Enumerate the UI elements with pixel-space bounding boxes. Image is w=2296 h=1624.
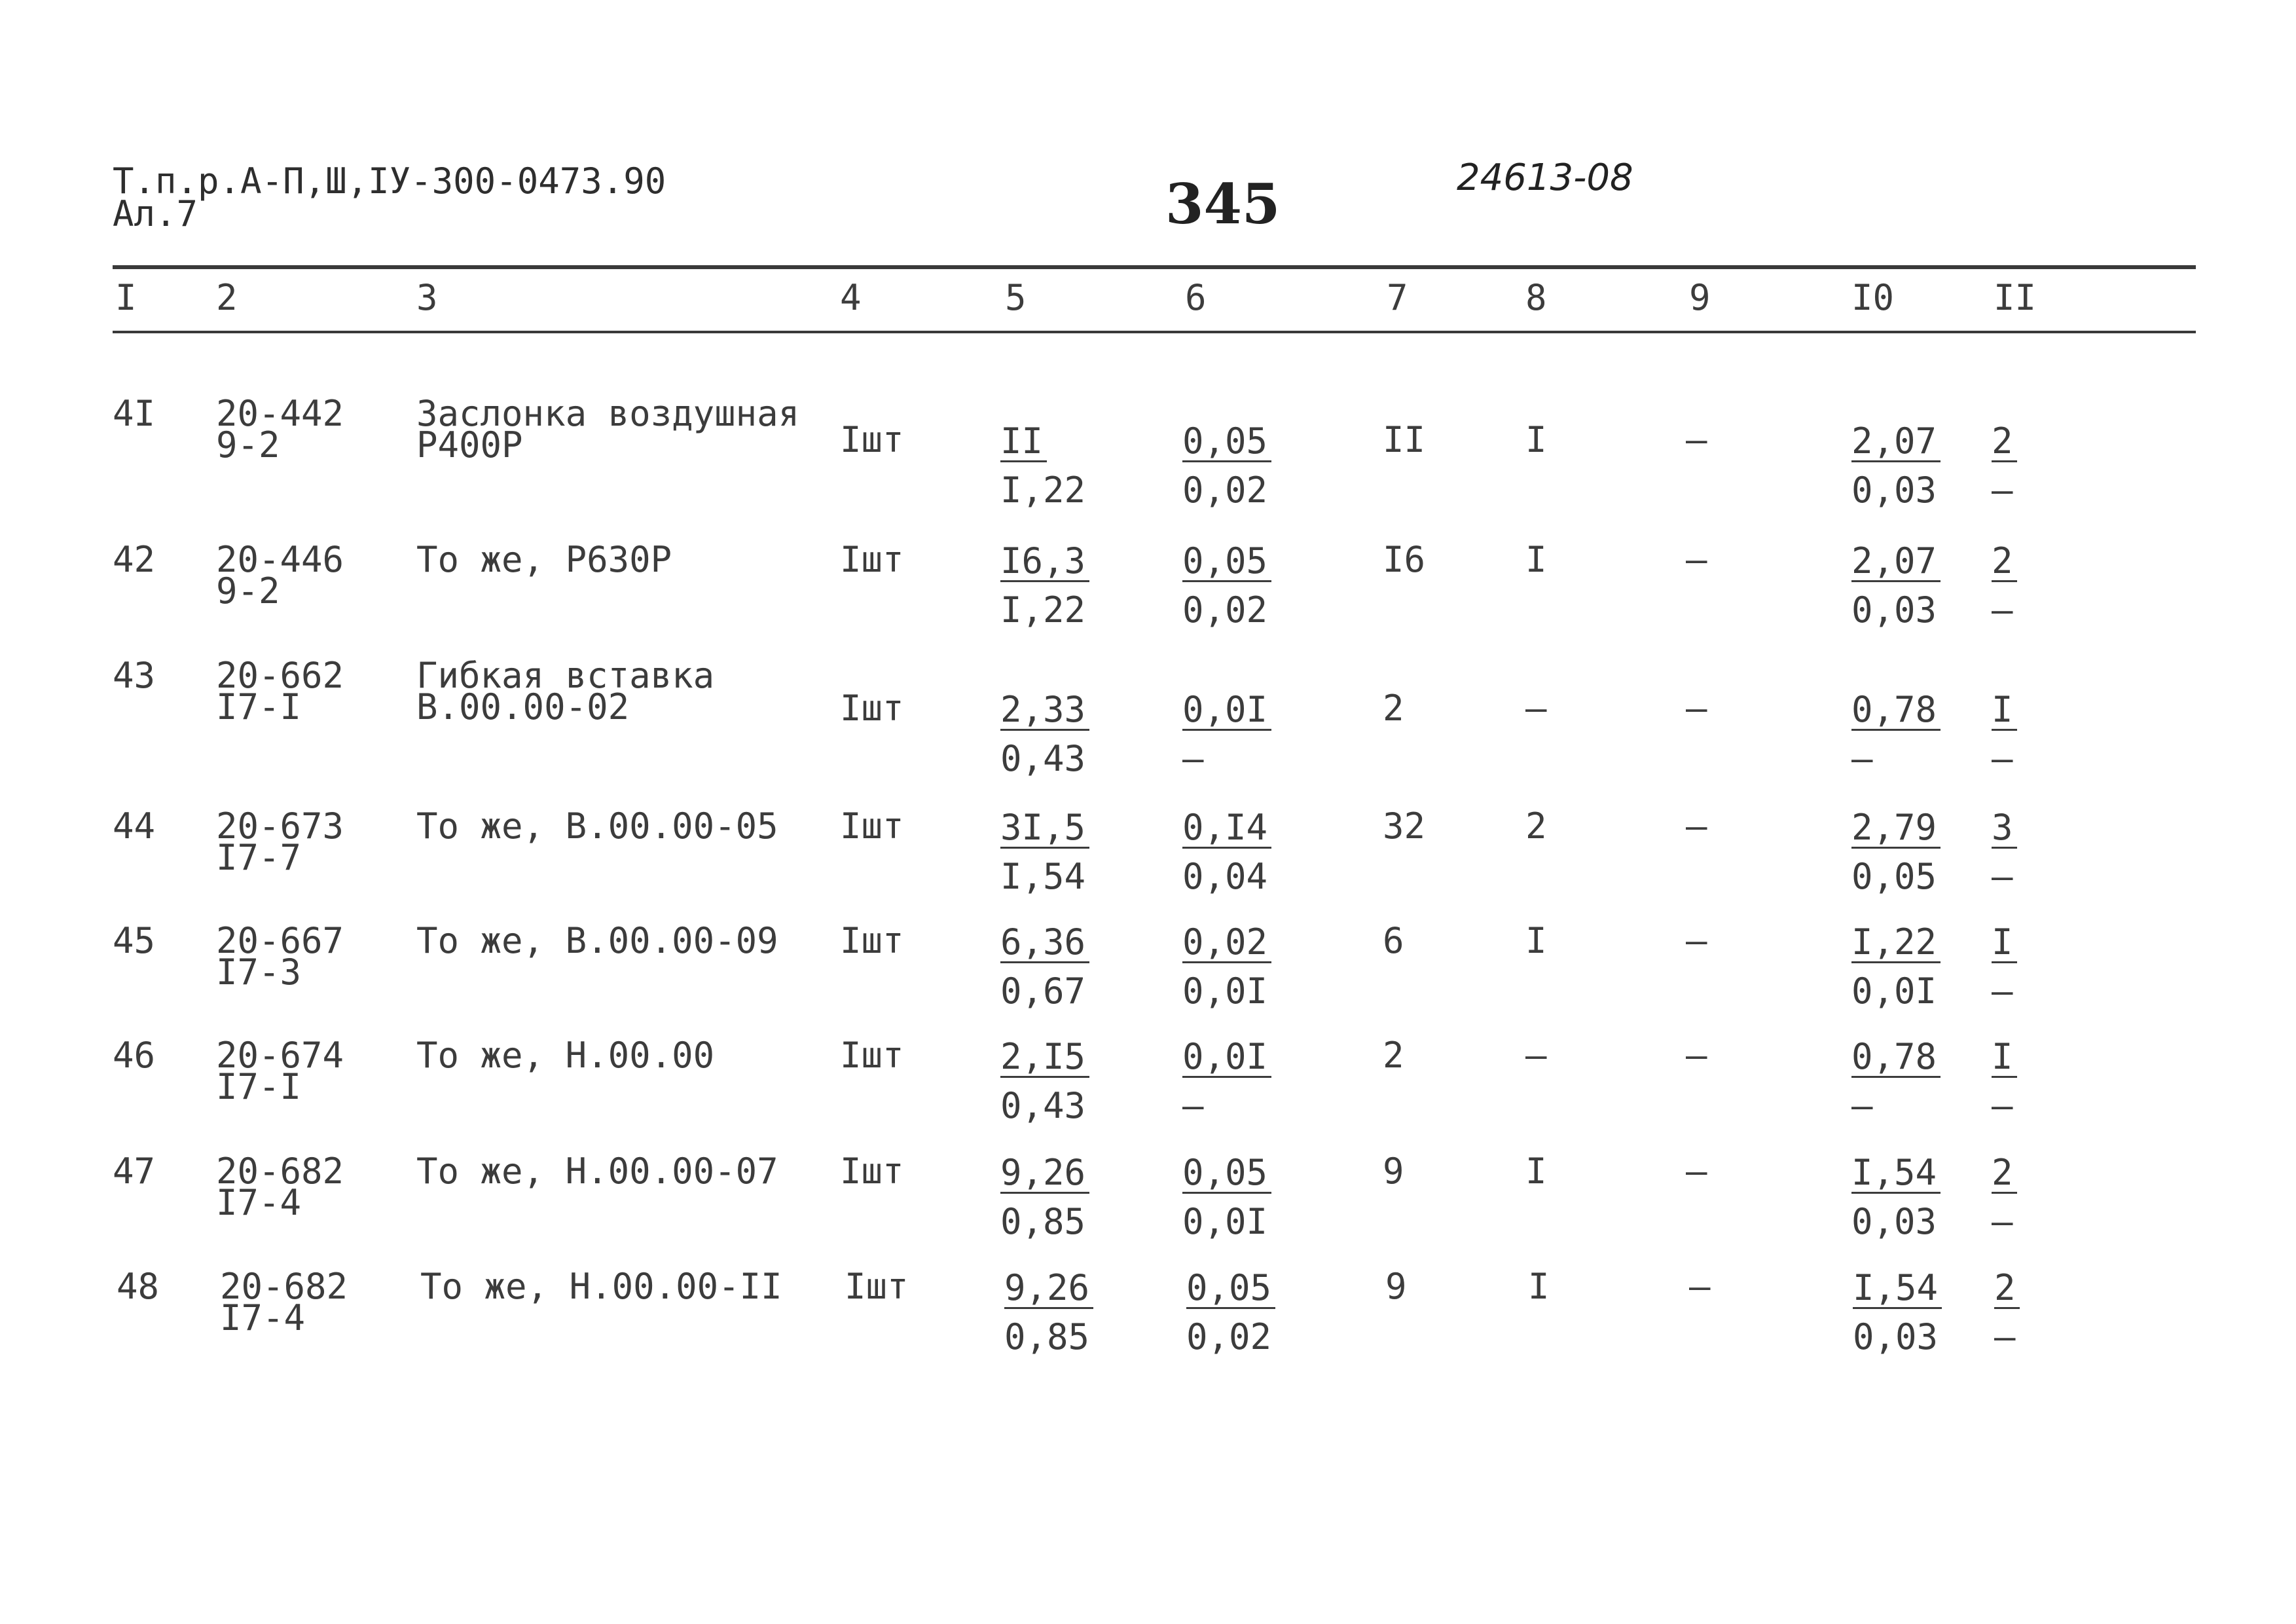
item-name: То же, Н.00.00-07: [416, 1151, 778, 1192]
col5-top: 2,33: [1000, 691, 1089, 731]
col5-bottom: I,54: [1000, 856, 1086, 897]
col6-bottom: –: [1182, 738, 1204, 779]
col11-bottom: –: [1992, 856, 2013, 897]
col5-top: I6,3: [1000, 542, 1089, 582]
col5-bottom: I,22: [1000, 589, 1086, 631]
price-code: 20-662: [216, 655, 344, 696]
project-code: Т.п.р.А-П,Ш,IУ-300-0473.90: [113, 160, 666, 202]
column-header: II: [1994, 277, 2037, 318]
column-header: 4: [840, 277, 862, 318]
price-code: 20-682: [216, 1151, 344, 1192]
item-name: То же, Н.00.00-II: [420, 1266, 782, 1307]
unit: Iшт: [840, 1035, 904, 1076]
col11-fraction: [1992, 691, 2017, 777]
col5-fraction: [1000, 691, 1089, 777]
col6-fraction: [1182, 809, 1271, 895]
col10-bottom: –: [1851, 1085, 1873, 1126]
col10-bottom: 0,03: [1851, 470, 1937, 511]
item-name: То же, Н.00.00: [416, 1035, 715, 1076]
col5-top: 3I,5: [1000, 809, 1089, 849]
price-code: 20-674: [216, 1035, 344, 1076]
col5-fraction: [1000, 1038, 1089, 1124]
col8-value: I: [1525, 539, 1547, 580]
col11-top: I: [1992, 923, 2017, 963]
col10-fraction: [1851, 921, 1941, 1012]
col5-fraction: [1000, 540, 1089, 631]
table-top-rule: [113, 265, 2196, 269]
col11-bottom: –: [1992, 1085, 2013, 1126]
col6-top: 0,05: [1186, 1269, 1275, 1309]
col10-fraction: [1851, 691, 1941, 777]
price-code: 20-682: [220, 1266, 348, 1307]
col6-fraction: [1182, 420, 1271, 511]
price-code: 20-667: [216, 920, 344, 961]
price-code-sub: 9-2: [216, 570, 280, 612]
row-number: 4I: [113, 393, 156, 434]
col7-value: 6: [1383, 920, 1404, 961]
col7-value: 32: [1383, 805, 1426, 847]
col5-bottom: 0,67: [1000, 970, 1086, 1012]
col6-fraction: [1182, 921, 1271, 1012]
col10-top: I,54: [1853, 1269, 1942, 1309]
col9-value: –: [1686, 920, 1707, 961]
col10-fraction: [1851, 1038, 1941, 1124]
col5-fraction: [1004, 1269, 1093, 1355]
col10-fraction: [1851, 540, 1941, 631]
column-header: 5: [1005, 277, 1027, 318]
col7-value: 2: [1383, 1035, 1404, 1076]
col11-bottom: –: [1992, 738, 2013, 779]
col11-bottom: –: [1992, 589, 2013, 631]
item-name: Гибкая вставка: [416, 655, 715, 696]
col10-fraction: [1851, 809, 1941, 895]
col7-value: 9: [1383, 1151, 1404, 1192]
col10-bottom: 0,03: [1851, 1201, 1937, 1242]
col5-fraction: [1000, 1154, 1089, 1240]
price-code-sub: I7-4: [220, 1297, 306, 1338]
item-name-sub: В.00.00-02: [416, 686, 630, 728]
col11-top: 3: [1992, 809, 2017, 849]
unit: Iшт: [840, 920, 904, 961]
unit: Iшт: [845, 1266, 909, 1307]
row-number: 47: [113, 1151, 156, 1192]
col5-bottom: 0,43: [1000, 1085, 1086, 1126]
column-header: 2: [216, 277, 238, 318]
col6-bottom: –: [1182, 1085, 1204, 1126]
col11-top: 2: [1992, 422, 2017, 462]
col7-value: 9: [1385, 1266, 1407, 1307]
col11-top: I: [1992, 1038, 2017, 1078]
col6-top: 0,05: [1182, 422, 1271, 462]
col5-bottom: 0,43: [1000, 738, 1086, 779]
col5-bottom: 0,85: [1004, 1316, 1090, 1357]
col11-top: 2: [1994, 1269, 2020, 1309]
column-header: 7: [1387, 277, 1408, 318]
unit: Iшт: [840, 805, 904, 847]
col10-top: I,22: [1851, 923, 1941, 963]
col5-top: 9,26: [1000, 1154, 1089, 1194]
col8-value: I: [1525, 920, 1547, 961]
col6-bottom: 0,02: [1186, 1316, 1272, 1357]
price-code: 20-673: [216, 805, 344, 847]
unit: Iшт: [840, 539, 904, 580]
col5-top: 2,I5: [1000, 1038, 1089, 1078]
col8-value: 2: [1525, 805, 1547, 847]
col6-bottom: 0,0I: [1182, 970, 1268, 1012]
row-number: 48: [117, 1266, 160, 1307]
col8-value: I: [1525, 419, 1547, 460]
col5-fraction: [1000, 809, 1089, 895]
col8-value: –: [1525, 688, 1547, 729]
price-code-sub: I7-I: [216, 686, 302, 728]
col7-value: 2: [1383, 688, 1404, 729]
col10-bottom: 0,0I: [1851, 970, 1937, 1012]
col5-top: 6,36: [1000, 923, 1089, 963]
col11-top: I: [1992, 691, 2017, 731]
item-name: То же, В.00.00-05: [416, 805, 778, 847]
col6-top: 0,I4: [1182, 809, 1271, 849]
item-name: Заслонка воздушная: [416, 393, 800, 434]
col6-fraction: [1182, 540, 1271, 631]
col11-fraction: [1992, 1038, 2017, 1124]
price-code-sub: 9-2: [216, 424, 280, 466]
col6-fraction: [1182, 1038, 1271, 1124]
col10-top: 2,07: [1851, 542, 1941, 582]
col11-bottom: –: [1992, 1201, 2013, 1242]
column-header: 3: [416, 277, 438, 318]
table-row: [0, 655, 2296, 779]
page-number: 345: [1165, 172, 1281, 236]
col5-fraction: [1000, 420, 1086, 511]
column-header: I0: [1851, 277, 1895, 318]
unit: Iшт: [840, 419, 904, 460]
table-row: [0, 393, 2296, 511]
col11-top: 2: [1992, 1154, 2017, 1194]
table-row: [0, 1266, 2296, 1380]
item-name: То же, В.00.00-09: [416, 920, 778, 961]
col8-value: –: [1525, 1035, 1547, 1076]
unit: Iшт: [840, 1151, 904, 1192]
col10-bottom: 0,05: [1851, 856, 1937, 897]
column-header: 8: [1525, 277, 1547, 318]
col11-fraction: [1992, 1154, 2017, 1240]
price-code-sub: I7-3: [216, 951, 302, 993]
col7-value: I6: [1383, 539, 1426, 580]
col10-fraction: [1851, 1154, 1941, 1240]
col8-value: I: [1525, 1151, 1547, 1192]
row-number: 43: [113, 655, 156, 696]
item-name: То же, Р630Р: [416, 539, 672, 580]
col9-value: –: [1686, 805, 1707, 847]
col5-fraction: [1000, 921, 1089, 1012]
col6-fraction: [1182, 691, 1271, 777]
col6-bottom: 0,02: [1182, 470, 1268, 511]
col11-fraction: [1992, 921, 2017, 1012]
col9-value: –: [1686, 1151, 1707, 1192]
document-code: 24613-08: [1457, 157, 1633, 199]
table-row: [0, 920, 2296, 1035]
column-header: 6: [1185, 277, 1207, 318]
col10-bottom: –: [1851, 738, 1873, 779]
col6-bottom: 0,04: [1182, 856, 1268, 897]
row-number: 44: [113, 805, 156, 847]
col10-top: 0,78: [1851, 691, 1941, 731]
col9-value: –: [1686, 539, 1707, 580]
price-code-sub: I7-4: [216, 1182, 302, 1223]
col5-bottom: 0,85: [1000, 1201, 1086, 1242]
col10-fraction: [1853, 1269, 1942, 1355]
row-number: 46: [113, 1035, 156, 1076]
col6-top: 0,0I: [1182, 691, 1271, 731]
col11-bottom: –: [1992, 470, 2013, 511]
price-code-sub: I7-7: [216, 837, 302, 878]
table-row: [0, 1151, 2296, 1265]
table-row: [0, 539, 2296, 654]
col10-top: I,54: [1851, 1154, 1941, 1194]
col10-top: 2,07: [1851, 422, 1941, 462]
column-header: I: [115, 277, 137, 318]
col9-value: –: [1686, 419, 1707, 460]
table-row: [0, 805, 2296, 920]
unit: Iшт: [840, 688, 904, 729]
col6-top: 0,05: [1182, 1154, 1271, 1194]
column-header: 9: [1689, 277, 1711, 318]
col9-value: –: [1686, 688, 1707, 729]
col6-bottom: 0,0I: [1182, 1201, 1268, 1242]
col8-value: I: [1528, 1266, 1550, 1307]
price-code-sub: I7-I: [216, 1066, 302, 1107]
col7-value: II: [1383, 419, 1426, 460]
col11-fraction: [1992, 420, 2017, 511]
col11-fraction: [1992, 540, 2017, 631]
col5-top: 9,26: [1004, 1269, 1093, 1309]
col10-top: 2,79: [1851, 809, 1941, 849]
col9-value: –: [1686, 1035, 1707, 1076]
table-row: [0, 1035, 2296, 1149]
col10-bottom: 0,03: [1851, 589, 1937, 631]
col6-bottom: 0,02: [1182, 589, 1268, 631]
col11-top: 2: [1992, 542, 2017, 582]
col10-top: 0,78: [1851, 1038, 1941, 1078]
col11-fraction: [1994, 1269, 2020, 1355]
album-number: Ал.7: [113, 193, 198, 234]
col11-bottom: –: [1992, 970, 2013, 1012]
col6-top: 0,05: [1182, 542, 1271, 582]
row-number: 42: [113, 539, 156, 580]
col6-fraction: [1186, 1269, 1275, 1355]
col10-bottom: 0,03: [1853, 1316, 1939, 1357]
col5-bottom: I,22: [1000, 470, 1086, 511]
price-code: 20-446: [216, 539, 344, 580]
col6-top: 0,02: [1182, 923, 1271, 963]
col11-bottom: –: [1994, 1316, 2016, 1357]
col10-fraction: [1851, 420, 1941, 511]
row-number: 45: [113, 920, 156, 961]
col6-top: 0,0I: [1182, 1038, 1271, 1078]
col5-top: II: [1000, 422, 1047, 462]
col9-value: –: [1689, 1266, 1711, 1307]
item-name-sub: Р400Р: [416, 424, 523, 466]
price-code: 20-442: [216, 393, 344, 434]
table-header-rule: [113, 331, 2196, 333]
col11-fraction: [1992, 809, 2017, 895]
col6-fraction: [1182, 1154, 1271, 1240]
